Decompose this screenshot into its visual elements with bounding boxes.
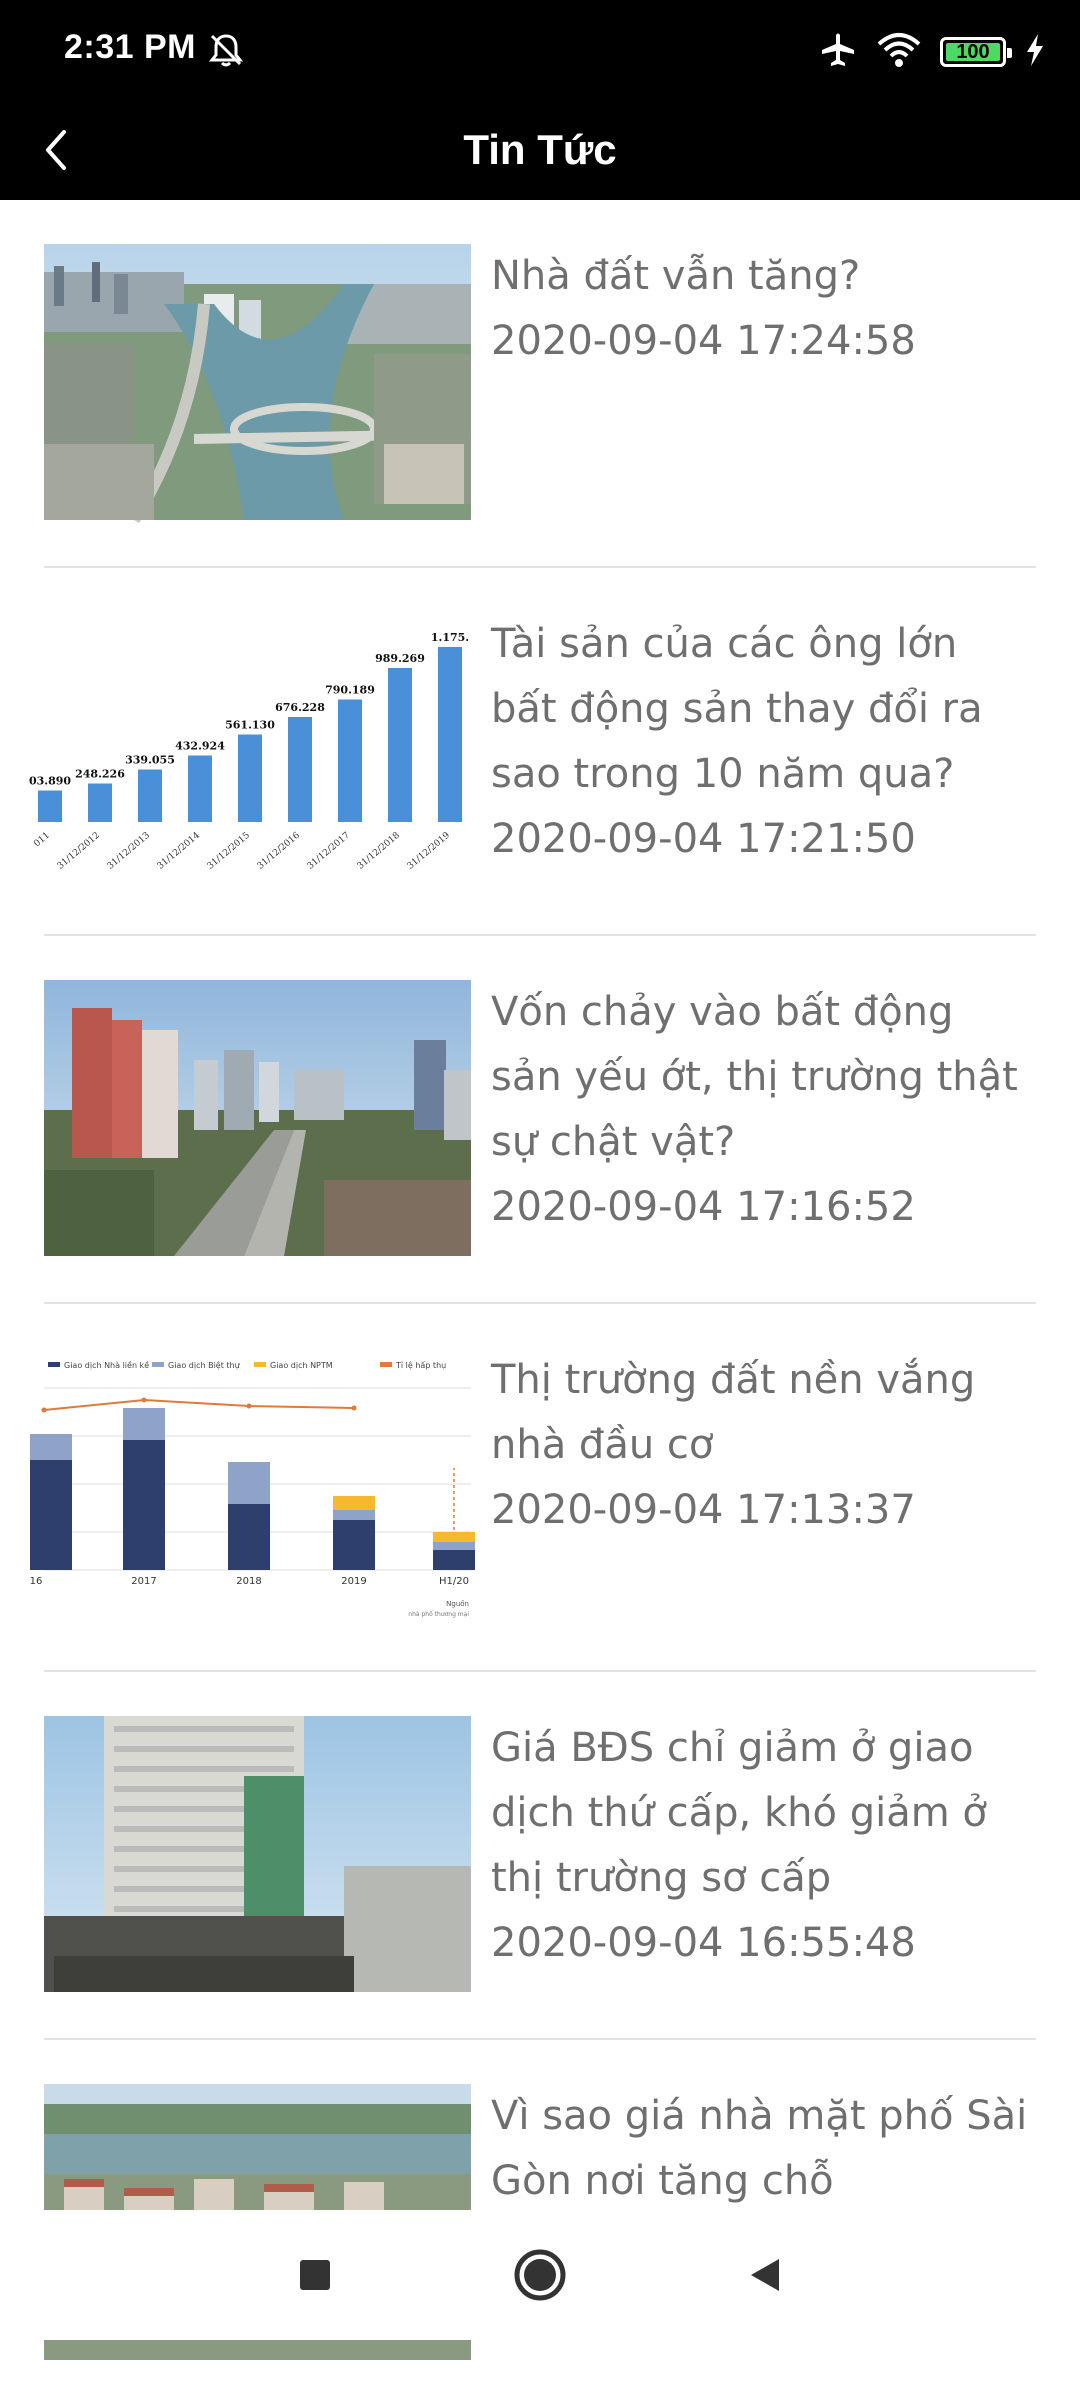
charging-icon bbox=[1024, 32, 1046, 72]
news-date: 2020-09-04 17:16:52 bbox=[491, 1184, 916, 1230]
app-bar bbox=[0, 100, 1080, 200]
line-point bbox=[247, 1404, 252, 1409]
news-text bbox=[491, 2084, 1031, 2214]
back-nav-button[interactable] bbox=[735, 2245, 795, 2305]
news-title: Thị trường đất nền vắng nhà đầu cơ bbox=[491, 1357, 976, 1468]
legend-label: Giao dịch Nhà liền kề bbox=[64, 1361, 150, 1370]
x-tick-label: 2019 bbox=[341, 1576, 367, 1587]
chart-bar-segment bbox=[433, 1542, 475, 1550]
chart-bar bbox=[88, 784, 112, 823]
chart-bar bbox=[338, 700, 362, 823]
battery-percent: 100 bbox=[956, 41, 990, 63]
chart-bar-segment bbox=[333, 1510, 375, 1520]
news-thumbnail bbox=[44, 980, 471, 1256]
chart-bar-segment bbox=[433, 1532, 475, 1542]
chart-value-label: 676.228 bbox=[275, 701, 325, 714]
airplane-mode-icon bbox=[818, 30, 858, 74]
news-date: 2020-09-04 17:24:58 bbox=[491, 318, 916, 364]
chart-bar bbox=[38, 791, 62, 823]
chart-value-label: 561.130 bbox=[225, 718, 275, 732]
chart-date-label: 31/12/2012 bbox=[55, 830, 102, 872]
news-thumbnail bbox=[44, 1716, 471, 1992]
chart-date-label: 31/12/2013 bbox=[105, 830, 152, 872]
line-point bbox=[352, 1406, 357, 1411]
chart-value-label: 989.269 bbox=[375, 652, 425, 665]
chart-value-label: 1.175. bbox=[430, 631, 470, 644]
x-tick-label: H1/20 bbox=[439, 1576, 469, 1587]
news-title: Giá BĐS chỉ giảm ở giao dịch thứ cấp, khó giảm ở thị trường sơ cấp bbox=[491, 1725, 987, 1901]
notifications-muted-icon bbox=[206, 30, 246, 74]
chart-bar bbox=[188, 756, 212, 823]
news-thumbnail bbox=[28, 612, 471, 888]
chart-note: nhà phố thương mại bbox=[408, 1611, 469, 1618]
legend-swatch bbox=[48, 1362, 60, 1367]
bar-chart-thumbnail bbox=[28, 612, 471, 888]
news-date: 2020-09-04 16:55:48 bbox=[491, 1920, 916, 1966]
square-icon bbox=[297, 2257, 333, 2293]
news-item[interactable] bbox=[44, 936, 1036, 1302]
triangle-back-icon bbox=[745, 2255, 785, 2295]
chart-bar bbox=[438, 647, 462, 822]
system-nav-bar bbox=[0, 2210, 1080, 2340]
legend-label: Giao dịch NPTM bbox=[270, 1361, 333, 1370]
x-tick-label: 2017 bbox=[131, 1576, 157, 1587]
chart-bar-segment bbox=[333, 1520, 375, 1570]
chart-date-label: 011 bbox=[32, 830, 52, 850]
news-item[interactable] bbox=[29, 1304, 1036, 1670]
chart-bar-segment bbox=[333, 1496, 375, 1510]
chart-date-label: 31/12/2015 bbox=[205, 830, 252, 872]
chart-date-label: 31/12/2019 bbox=[405, 830, 452, 872]
news-text bbox=[491, 244, 1031, 374]
news-thumbnail bbox=[44, 244, 471, 520]
chart-bar-segment bbox=[30, 1434, 72, 1460]
chart-bar-segment bbox=[228, 1504, 270, 1570]
chart-bar-segment bbox=[123, 1440, 165, 1570]
legend-swatch bbox=[152, 1362, 164, 1367]
status-icons bbox=[818, 30, 1046, 74]
news-title: Nhà đất vẫn tăng? bbox=[491, 253, 861, 299]
chart-value-label: 339.055 bbox=[125, 753, 175, 767]
x-tick-label: 16 bbox=[29, 1576, 43, 1587]
chart-date-label: 31/12/2017 bbox=[305, 830, 352, 872]
chart-date-label: 31/12/2018 bbox=[355, 830, 402, 872]
news-thumbnail bbox=[29, 1348, 471, 1624]
chart-value-label: 248.226 bbox=[75, 767, 125, 781]
chart-bar-segment bbox=[433, 1550, 475, 1570]
news-text bbox=[491, 1716, 1031, 1976]
x-tick-label: 2018 bbox=[236, 1576, 262, 1587]
chart-date-label: 31/12/2014 bbox=[155, 830, 202, 872]
news-date: 2020-09-04 17:21:50 bbox=[491, 816, 916, 862]
wifi-icon bbox=[876, 30, 922, 74]
news-text bbox=[491, 980, 1031, 1240]
legend-label: Tỉ lệ hấp thụ bbox=[396, 1361, 447, 1370]
circle-icon bbox=[512, 2247, 568, 2303]
page-title: Tin Tức bbox=[463, 126, 617, 173]
chart-value-label: 790.189 bbox=[325, 683, 375, 697]
news-list bbox=[0, 200, 1080, 2210]
chart-bar-segment bbox=[30, 1460, 72, 1570]
news-date: 2020-09-04 17:13:37 bbox=[491, 1487, 916, 1533]
news-title: Tài sản của các ông lớn bất động sản thay đổi ra sao trong 10 năm qua? bbox=[491, 621, 983, 797]
legend-label: Giao dịch Biệt thự bbox=[168, 1361, 240, 1370]
chart-value-label: 03.890 bbox=[28, 774, 72, 788]
news-title: Vốn chảy vào bất động sản yếu ớt, thị trường thật sự chật vật? bbox=[491, 989, 1018, 1165]
line-point bbox=[142, 1398, 147, 1403]
news-text bbox=[491, 1348, 1031, 1543]
news-text bbox=[491, 612, 1031, 872]
chart-bar-segment bbox=[228, 1462, 270, 1504]
status-time: 2:31 PM bbox=[64, 28, 196, 66]
chart-bar-segment bbox=[123, 1408, 165, 1440]
news-item[interactable] bbox=[44, 1672, 1036, 2038]
chart-bar bbox=[288, 717, 312, 822]
news-item[interactable] bbox=[28, 568, 1036, 934]
news-item[interactable] bbox=[44, 200, 1036, 566]
status-bar bbox=[0, 0, 1080, 100]
home-button[interactable] bbox=[510, 2245, 570, 2305]
recents-button[interactable] bbox=[285, 2245, 345, 2305]
chart-value-label: 432.924 bbox=[175, 739, 225, 753]
chart-bar bbox=[238, 735, 262, 823]
legend-swatch bbox=[380, 1362, 392, 1367]
chart-source: Nguồn bbox=[446, 1600, 469, 1608]
legend-swatch bbox=[254, 1362, 266, 1367]
line-point bbox=[42, 1408, 47, 1413]
battery-icon bbox=[940, 37, 1006, 67]
stacked-chart-thumbnail bbox=[29, 1348, 471, 1624]
chart-date-label: 31/12/2016 bbox=[255, 830, 302, 872]
chart-bar bbox=[138, 770, 162, 823]
news-title: Vì sao giá nhà mặt phố Sài Gòn nơi tăng chỗ bbox=[491, 2093, 1028, 2204]
chart-bar bbox=[388, 668, 412, 822]
